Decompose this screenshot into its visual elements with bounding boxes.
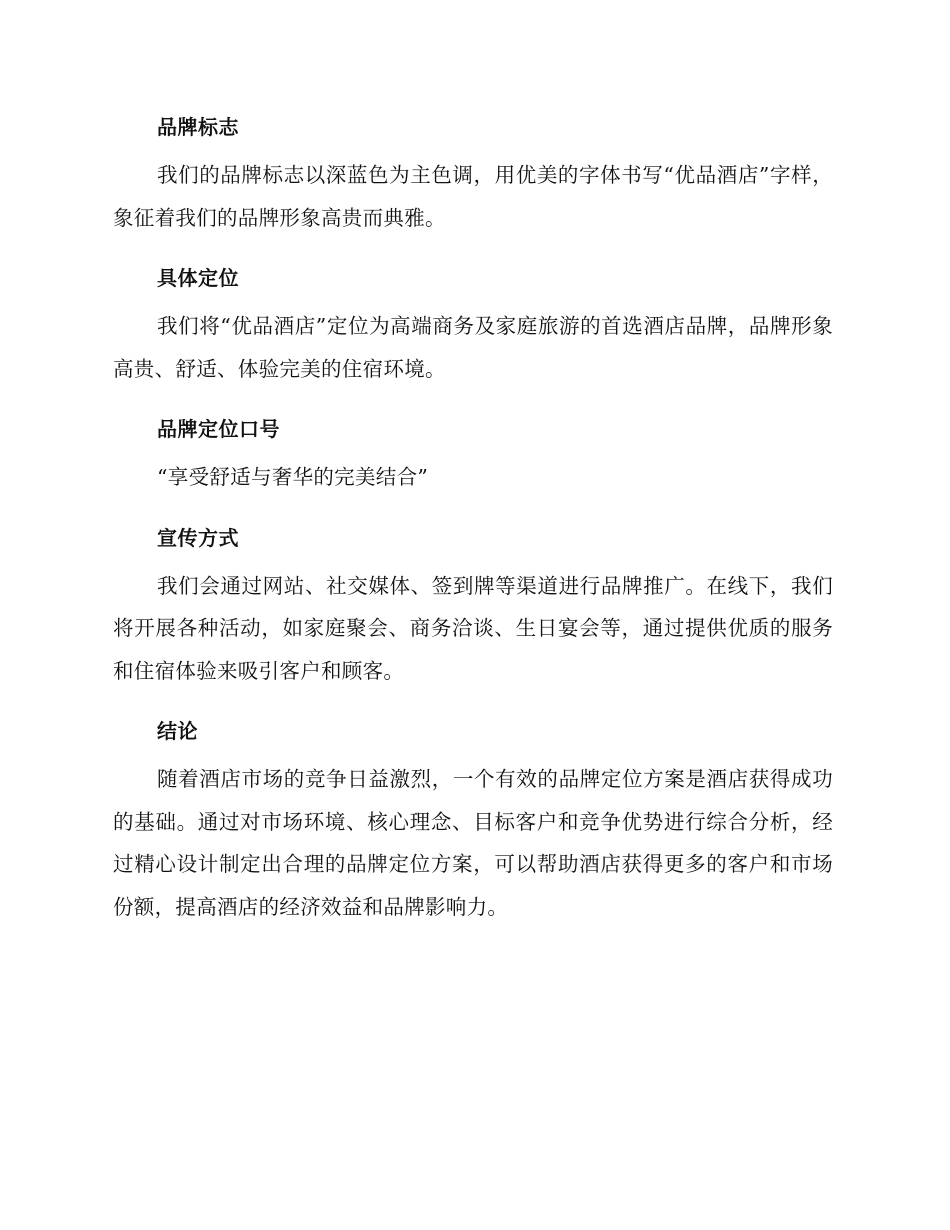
section-heading-brand-logo: 品牌标志 <box>157 115 239 139</box>
section-heading-slogan: 品牌定位口号 <box>157 417 280 441</box>
section-heading-positioning: 具体定位 <box>157 266 239 290</box>
section-body-conclusion: 随着酒店市场的竞争日益激烈，一个有效的品牌定位方案是酒店获得成功的基础。通过对市场环境、核心理念、目标客户和竞争优势进行综合分析，经过精心设计制定出合理的品牌定位方案，可以帮助酒店获得更多的客户和市场份额，提高酒店的经济效益和品牌影响力。 <box>113 767 833 919</box>
section-body-slogan: “享受舒适与奢华的完美结合” <box>157 465 429 489</box>
section-body-brand-logo: 我们的品牌标志以深蓝色为主色调，用优美的字体书写“优品酒店”字样，象征着我们的品牌形象高贵而典雅。 <box>113 163 833 230</box>
section-heading-conclusion: 结论 <box>157 719 198 743</box>
section-heading-promotion: 宣传方式 <box>157 525 239 550</box>
section-body-promotion: 我们会通过网站、社交媒体、签到牌等渠道进行品牌推广。在线下，我们将开展各种活动，如家庭聚会、商务洽谈、生日宴会等，通过提供优质的服务和住宿体验来吸引客户和顾客。 <box>113 573 833 683</box>
document-content <box>113 108 833 948</box>
section-body-positioning: 我们将“优品酒店”定位为高端商务及家庭旅游的首选酒店品牌，品牌形象高贵、舒适、体验完美的住宿环境。 <box>113 314 833 381</box>
